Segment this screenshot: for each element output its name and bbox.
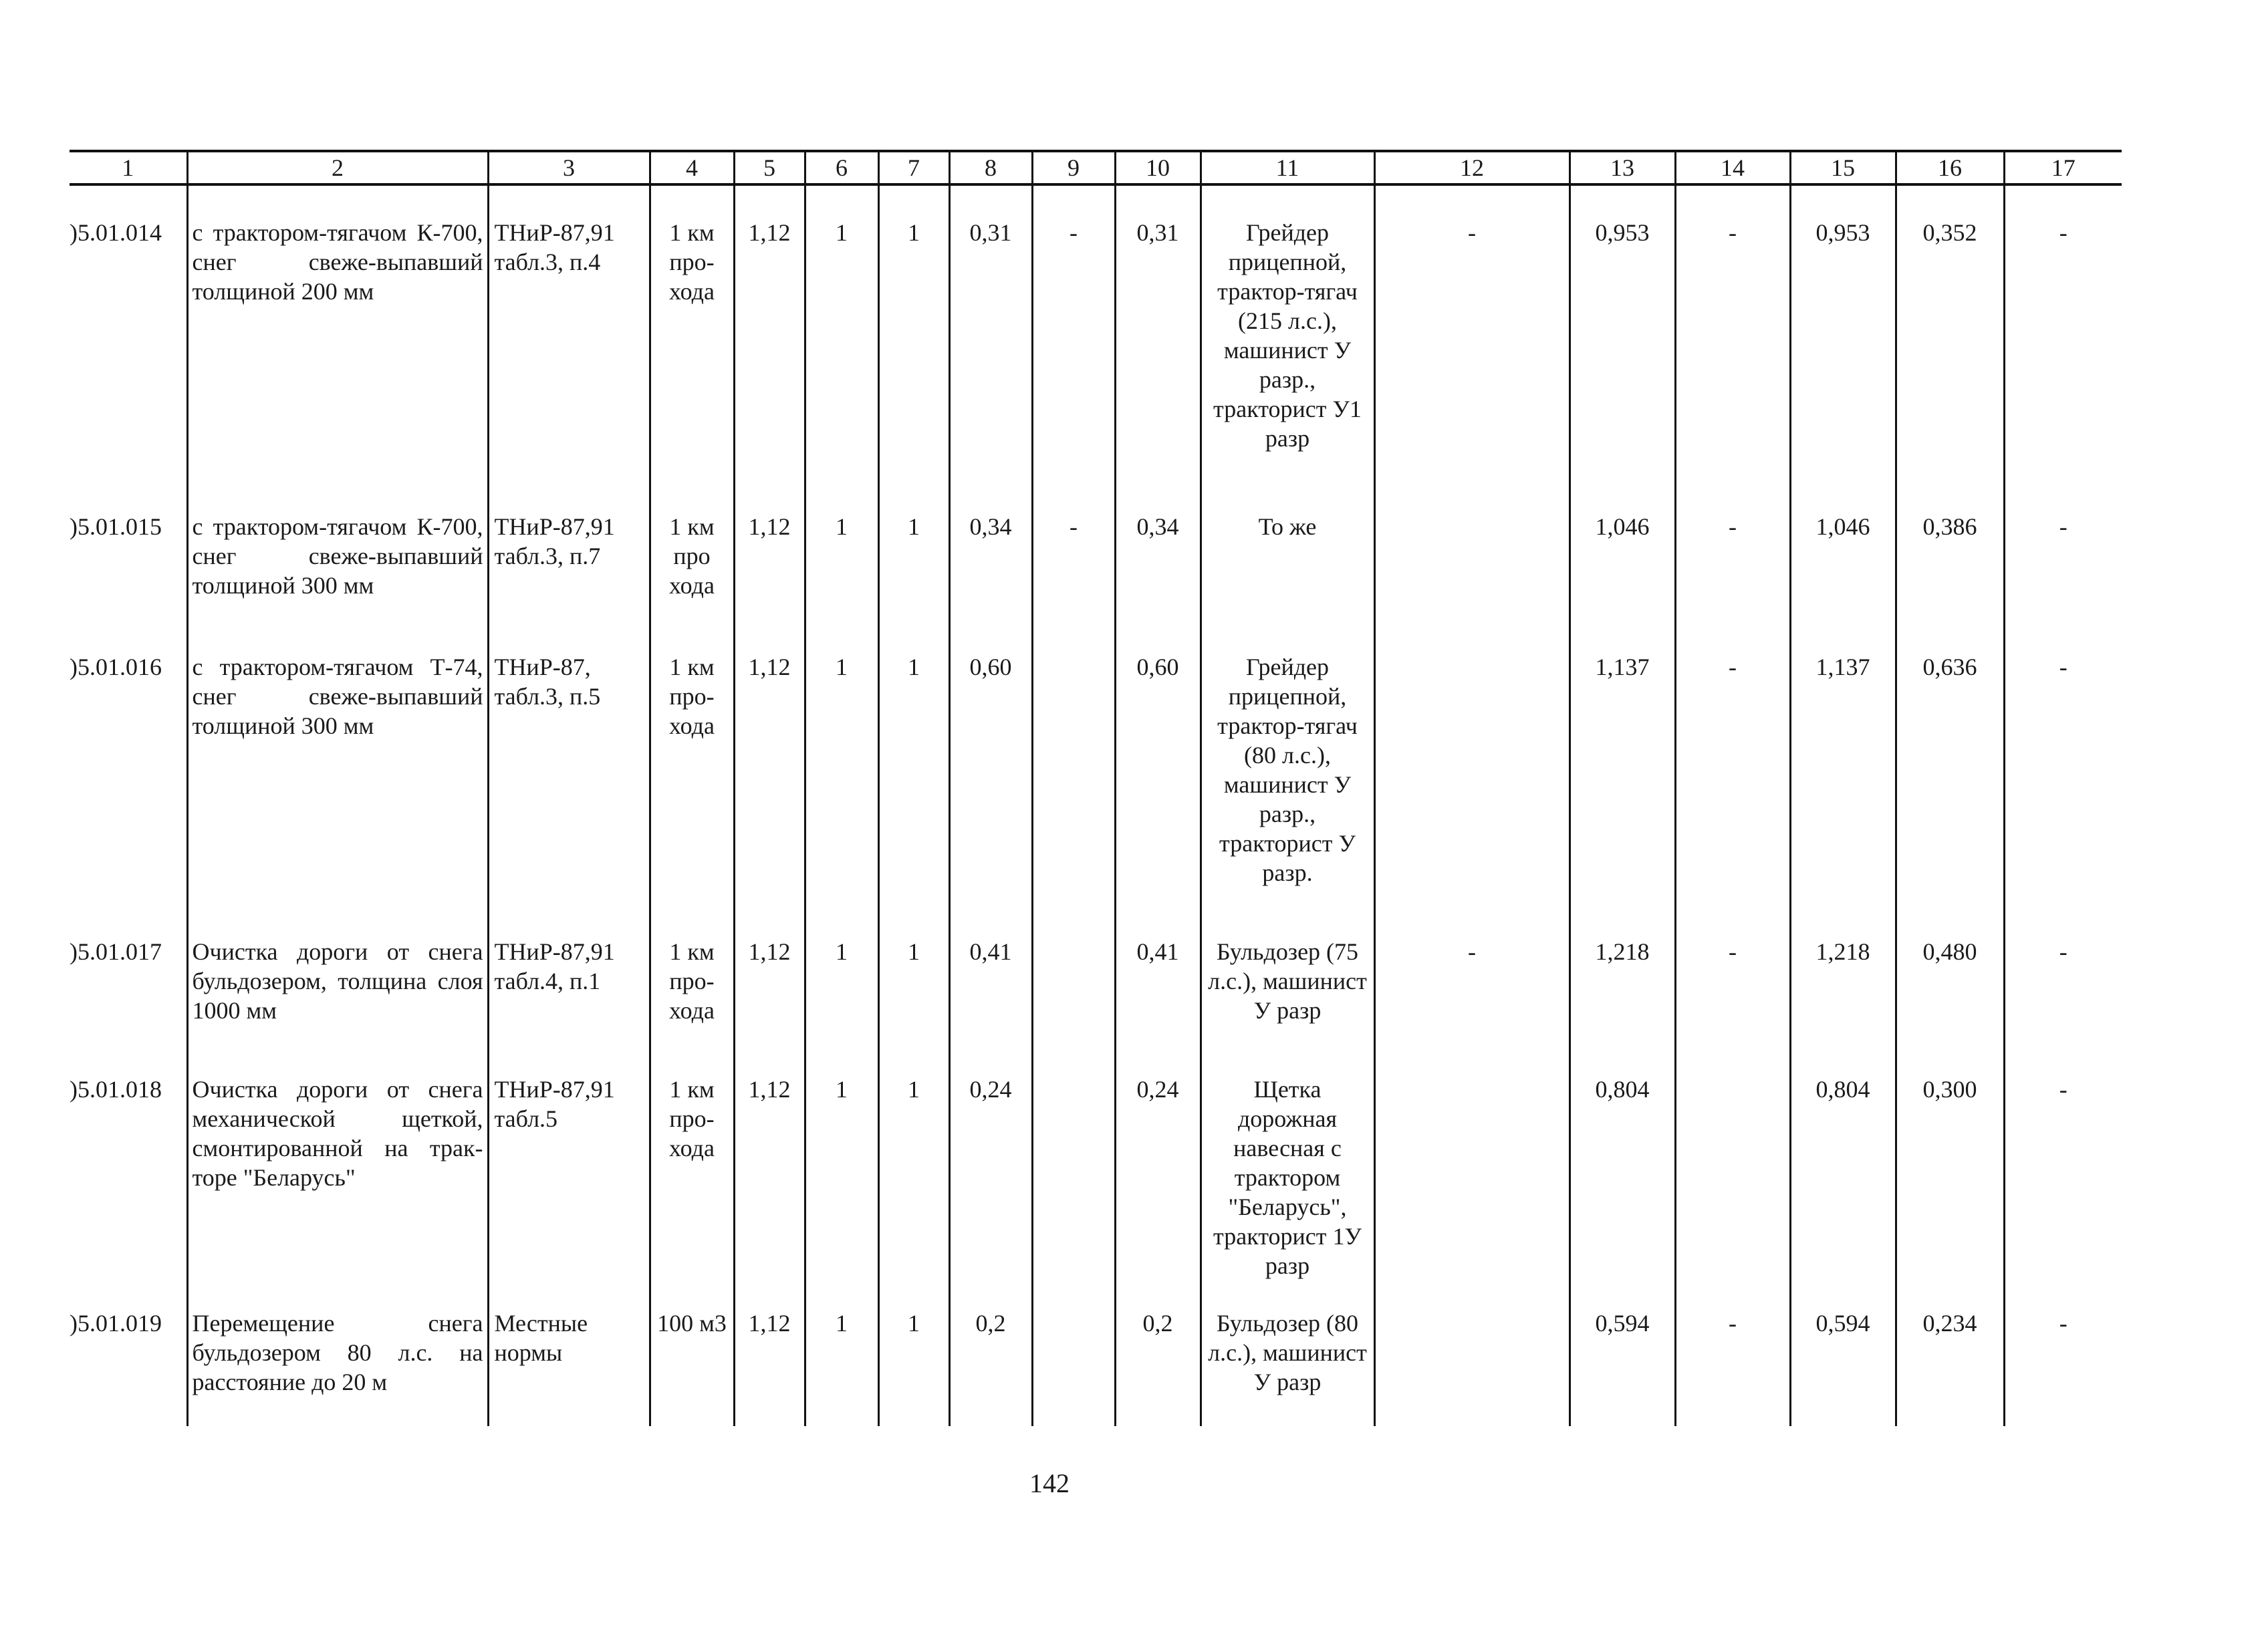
row-cell-10: 0,41 <box>1115 937 1201 1075</box>
header-cell: 14 <box>1675 151 1790 184</box>
row-unit: 1 км про-хода <box>650 652 734 937</box>
row-unit: 1 км про-хода <box>650 1075 734 1309</box>
row-source: Местные нормы <box>488 1309 650 1426</box>
row-cell-17: - <box>2004 1075 2122 1309</box>
row-description: с трактором-тягачом Т-74, снег свеже-выпавший толщиной 300 мм <box>187 652 488 937</box>
row-cell-12 <box>1374 1075 1570 1309</box>
row-cell-6: 1 <box>805 512 878 652</box>
row-cell-8: 0,2 <box>949 1309 1032 1426</box>
header-cell: 5 <box>734 151 805 184</box>
row-cell-17: - <box>2004 1309 2122 1426</box>
table-row <box>70 512 2122 652</box>
page-number: 142 <box>1029 1468 1070 1498</box>
row-source: ТНиР-87,91 табл.3, п.7 <box>488 512 650 652</box>
row-cell-9: - <box>1032 218 1115 512</box>
row-cell-12 <box>1374 1309 1570 1426</box>
row-cell-6: 1 <box>805 652 878 937</box>
row-unit: 1 км про хода <box>650 512 734 652</box>
table-spacer-row <box>70 184 2122 218</box>
row-source: ТНиР-87,91 табл.3, п.4 <box>488 218 650 512</box>
table-row <box>70 1309 2122 1426</box>
row-cell-9 <box>1032 937 1115 1075</box>
row-description: с трактором-тягачом К-700, снег свеже-выпавший толщиной 200 мм <box>187 218 488 512</box>
row-cell-10: 0,24 <box>1115 1075 1201 1309</box>
row-cell-8: 0,41 <box>949 937 1032 1075</box>
row-cell-5: 1,12 <box>734 512 805 652</box>
norms-table <box>70 150 2122 1426</box>
row-cell-8: 0,24 <box>949 1075 1032 1309</box>
row-cell-6: 1 <box>805 1075 878 1309</box>
table-row <box>70 1075 2122 1309</box>
row-cell-13: 1,046 <box>1570 512 1675 652</box>
row-machines: Грейдер прицепной, трактор-тягач (80 л.с.), машинист У разр., тракторист У разр. <box>1201 652 1374 937</box>
header-cell: 15 <box>1790 151 1896 184</box>
row-cell-17: - <box>2004 937 2122 1075</box>
row-cell-9: - <box>1032 512 1115 652</box>
row-cell-15: 1,218 <box>1790 937 1896 1075</box>
row-cell-13: 0,953 <box>1570 218 1675 512</box>
header-cell: 17 <box>2004 151 2122 184</box>
row-cell-17: - <box>2004 218 2122 512</box>
row-cell-12: - <box>1374 218 1570 512</box>
row-cell-7: 1 <box>878 937 949 1075</box>
column-number-header <box>70 151 2122 184</box>
header-cell: 12 <box>1374 151 1570 184</box>
row-cell-10: 0,34 <box>1115 512 1201 652</box>
row-cell-15: 1,046 <box>1790 512 1896 652</box>
row-cell-14 <box>1675 1075 1790 1309</box>
row-cell-7: 1 <box>878 1309 949 1426</box>
row-cell-17: - <box>2004 512 2122 652</box>
row-cell-16: 0,300 <box>1896 1075 2004 1309</box>
row-cell-7: 1 <box>878 652 949 937</box>
row-machines: То же <box>1201 512 1374 652</box>
row-code: )5.01.014 <box>70 219 162 246</box>
row-code: )5.01.019 <box>70 1310 162 1337</box>
row-cell-5: 1,12 <box>734 1075 805 1309</box>
row-cell-5: 1,12 <box>734 1309 805 1426</box>
row-cell-16: 0,480 <box>1896 937 2004 1075</box>
header-cell: 8 <box>949 151 1032 184</box>
row-code: )5.01.018 <box>70 1076 162 1103</box>
row-code: )5.01.016 <box>70 654 162 680</box>
table-row <box>70 218 2122 512</box>
row-cell-13: 0,594 <box>1570 1309 1675 1426</box>
row-cell-6: 1 <box>805 218 878 512</box>
row-unit: 1 км про-хода <box>650 937 734 1075</box>
row-cell-15: 0,953 <box>1790 218 1896 512</box>
row-unit: 1 км про-хода <box>650 218 734 512</box>
row-machines: Щетка дорожная навесная с трактором "Беларусь", тракторист 1У разр <box>1201 1075 1374 1309</box>
row-description: Очистка дороги от снега механической щеткой, смонтированной на трак-торе "Беларусь" <box>187 1075 488 1309</box>
row-cell-16: 0,352 <box>1896 218 2004 512</box>
row-cell-15: 0,804 <box>1790 1075 1896 1309</box>
row-cell-8: 0,60 <box>949 652 1032 937</box>
header-cell: 6 <box>805 151 878 184</box>
row-cell-13: 0,804 <box>1570 1075 1675 1309</box>
row-description: Перемещение снега бульдозером 80 л.с. на расстояние до 20 м <box>187 1309 488 1426</box>
header-cell: 4 <box>650 151 734 184</box>
row-cell-15: 0,594 <box>1790 1309 1896 1426</box>
header-cell: 11 <box>1201 151 1374 184</box>
header-cell: 1 <box>70 151 187 184</box>
header-cell: 3 <box>488 151 650 184</box>
row-machines: Бульдозер (75 л.с.), машинист У разр <box>1201 937 1374 1075</box>
row-cell-8: 0,31 <box>949 218 1032 512</box>
header-cell: 2 <box>187 151 488 184</box>
row-cell-16: 0,386 <box>1896 512 2004 652</box>
row-cell-7: 1 <box>878 512 949 652</box>
row-cell-10: 0,2 <box>1115 1309 1201 1426</box>
row-cell-5: 1,12 <box>734 218 805 512</box>
row-cell-16: 0,234 <box>1896 1309 2004 1426</box>
row-cell-12: - <box>1374 937 1570 1075</box>
table-row <box>70 937 2122 1075</box>
row-cell-17: - <box>2004 652 2122 937</box>
header-cell: 16 <box>1896 151 2004 184</box>
row-cell-10: 0,60 <box>1115 652 1201 937</box>
row-source: ТНиР-87,91 табл.4, п.1 <box>488 937 650 1075</box>
row-cell-14: - <box>1675 218 1790 512</box>
row-cell-12 <box>1374 512 1570 652</box>
row-cell-14: - <box>1675 1309 1790 1426</box>
row-machines: Бульдозер (80 л.с.), машинист У разр <box>1201 1309 1374 1426</box>
row-cell-5: 1,12 <box>734 652 805 937</box>
table-row <box>70 652 2122 937</box>
row-cell-12 <box>1374 652 1570 937</box>
row-machines: Грейдер прицепной, трактор-тягач (215 л.с.), машинист У разр., тракторист У1 разр <box>1201 218 1374 512</box>
row-source: ТНиР-87,91 табл.5 <box>488 1075 650 1309</box>
row-cell-13: 1,137 <box>1570 652 1675 937</box>
row-cell-15: 1,137 <box>1790 652 1896 937</box>
row-cell-9 <box>1032 652 1115 937</box>
row-cell-13: 1,218 <box>1570 937 1675 1075</box>
row-cell-5: 1,12 <box>734 937 805 1075</box>
row-cell-16: 0,636 <box>1896 652 2004 937</box>
norms-table-sheet <box>70 150 2122 1426</box>
header-cell: 7 <box>878 151 949 184</box>
header-cell: 13 <box>1570 151 1675 184</box>
row-cell-14: - <box>1675 512 1790 652</box>
row-source: ТНиР-87, табл.3, п.5 <box>488 652 650 937</box>
header-cell: 9 <box>1032 151 1115 184</box>
row-cell-10: 0,31 <box>1115 218 1201 512</box>
row-cell-6: 1 <box>805 937 878 1075</box>
row-cell-7: 1 <box>878 1075 949 1309</box>
row-cell-8: 0,34 <box>949 512 1032 652</box>
row-description: с трактором-тягачом К-700, снег свеже-выпавший толщиной 300 мм <box>187 512 488 652</box>
row-description: Очистка дороги от снега бульдозером, толщина слоя 1000 мм <box>187 937 488 1075</box>
row-cell-14: - <box>1675 652 1790 937</box>
row-cell-6: 1 <box>805 1309 878 1426</box>
row-cell-9 <box>1032 1309 1115 1426</box>
header-cell: 10 <box>1115 151 1201 184</box>
row-code: )5.01.017 <box>70 938 162 965</box>
row-unit: 100 м3 <box>650 1309 734 1426</box>
row-cell-9 <box>1032 1075 1115 1309</box>
row-code: )5.01.015 <box>70 513 162 540</box>
row-cell-14: - <box>1675 937 1790 1075</box>
row-cell-7: 1 <box>878 218 949 512</box>
